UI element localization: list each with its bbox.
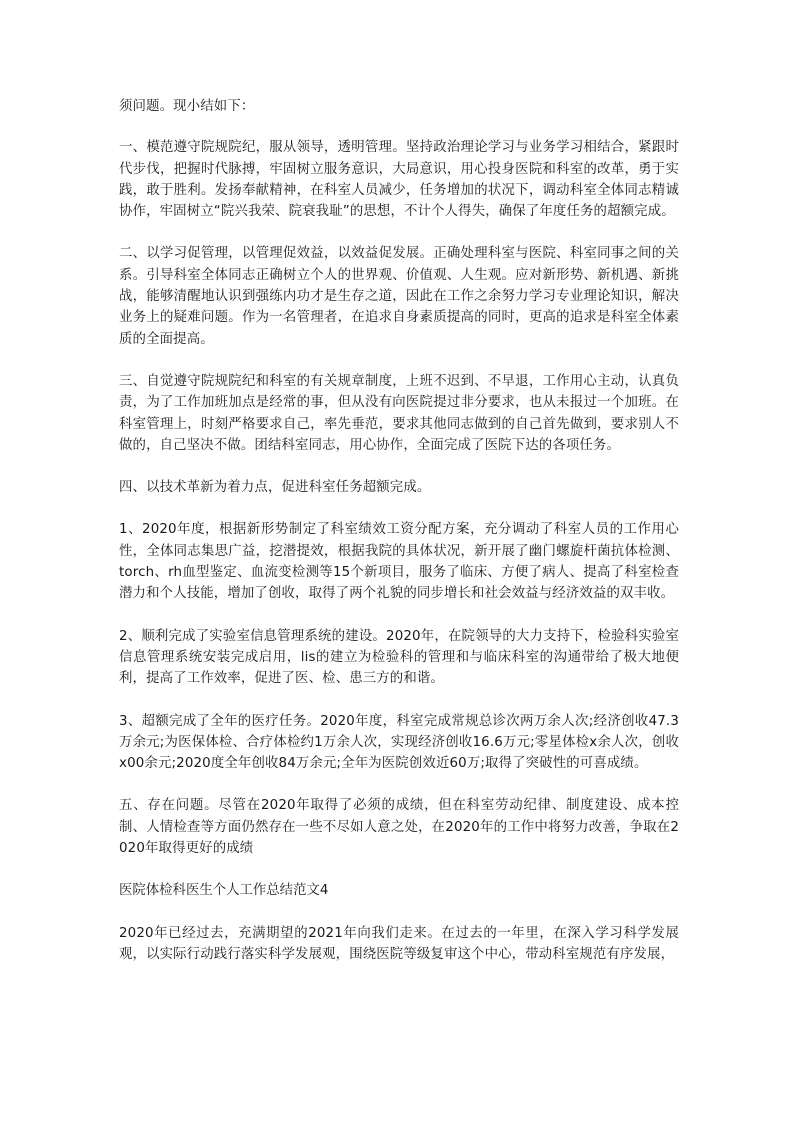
paragraph-section-4-heading: 四、以技术革新为着力点，促进科室任务超额完成。: [119, 480, 431, 496]
paragraph-closing: 2020年已经过去，充满期望的2021年向我们走来。在过去的一年里，在深入学习科学发展观，以实际行动践行落实科学发展观，围绕医院等级复审这个中心，带动科室规范有序发展，: [119, 925, 679, 962]
document-body: [119, 96, 679, 986]
section-title: 医院体检科医生个人工作总结范文4: [119, 883, 329, 899]
paragraph-item-3: 3、超额完成了全年的医疗任务。2020年度，科室完成常规总诊次两万余人次;经济创收47.3万余元;为医保体检、合疗体检约1万余人次，实现经济创收16.6万元;零星体检x余人次，创收x00余元;2020度全年创收84万余元;全年为医院创效近60万;取得了突破性的可喜成绩。: [119, 713, 679, 772]
paragraph-section-3: 三、自觉遵守院规院纪和科室的有关规章制度，上班不迟到、不早退，工作用心主动，认真负责，为了工作加班加点是经常的事，但从没有向医院提过非分要求，也从未报过一个加班。在科室管理上，时刻严格要求自己，率先垂范，要求其他同志做到的自己首先做到，要求别人不做的，自己坚决不做。团结科室同志，用心协作，全面完成了医院下达的各项任务。: [119, 373, 679, 453]
paragraph-section-5: 五、存在问题。尽管在2020年取得了必须的成绩，但在科室劳动纪律、制度建设、成本控制、人情检查等方面仍然存在一些不尽如人意之处，在2020年的工作中将努力改善，争取在2020年取得更好的成绩: [119, 798, 679, 857]
paragraph-section-1: 一、模范遵守院规院纪，服从领导，透明管理。坚持政治理论学习与业务学习相结合，紧跟时代步伐，把握时代脉搏，牢固树立服务意识，大局意识，用心投身医院和科室的改革，勇于实践，敢于胜利。发扬奉献精神，在科室人员减少，任务增加的状况下，调动科室全体同志精诚协作，牢固树立“院兴我荣、院衰我耻”的思想，不计个人得失，确保了年度任务的超额完成。: [119, 140, 679, 220]
paragraph-section-2: 二、以学习促管理，以管理促效益，以效益促发展。正确处理科室与医院、科室同事之间的关系。引导科室全体同志正确树立个人的世界观、价值观、人生观。应对新形势、新机遇、新挑战，能够清醒地认识到强练内功才是生存之道，因此在工作之余努力学习专业理论知识，解决业务上的疑难问题。作为一名管理者，在追求自身素质提高的同时，更高的追求是科室全体素质的全面提高。: [119, 246, 679, 347]
paragraph-item-2: 2、顺利完成了实验室信息管理系统的建设。2020年，在院领导的大力支持下，检验科实验室信息管理系统安装完成启用，lis的建立为检验科的管理和与临床科室的沟通带给了极大地便利，提高了工作效率，促进了医、检、患三方的和谐。: [119, 628, 679, 687]
paragraph-intro: 须问题。现小结如下：: [119, 99, 255, 114]
paragraph-item-1: 1、2020年度，根据新形势制定了科室绩效工资分配方案，充分调动了科室人员的工作用心性，全体同志集思广益，挖潜提效，根据我院的具体状况，新开展了幽门螺旋杆菌抗体检测、torch、rh血型鉴定、血流变检测等15个新项目，服务了临床、方便了病人、提高了科室检查潜力和个人技能，增加了创收，取得了两个礼貌的同步增长和社会效益与经济效益的双丰收。: [119, 522, 679, 602]
